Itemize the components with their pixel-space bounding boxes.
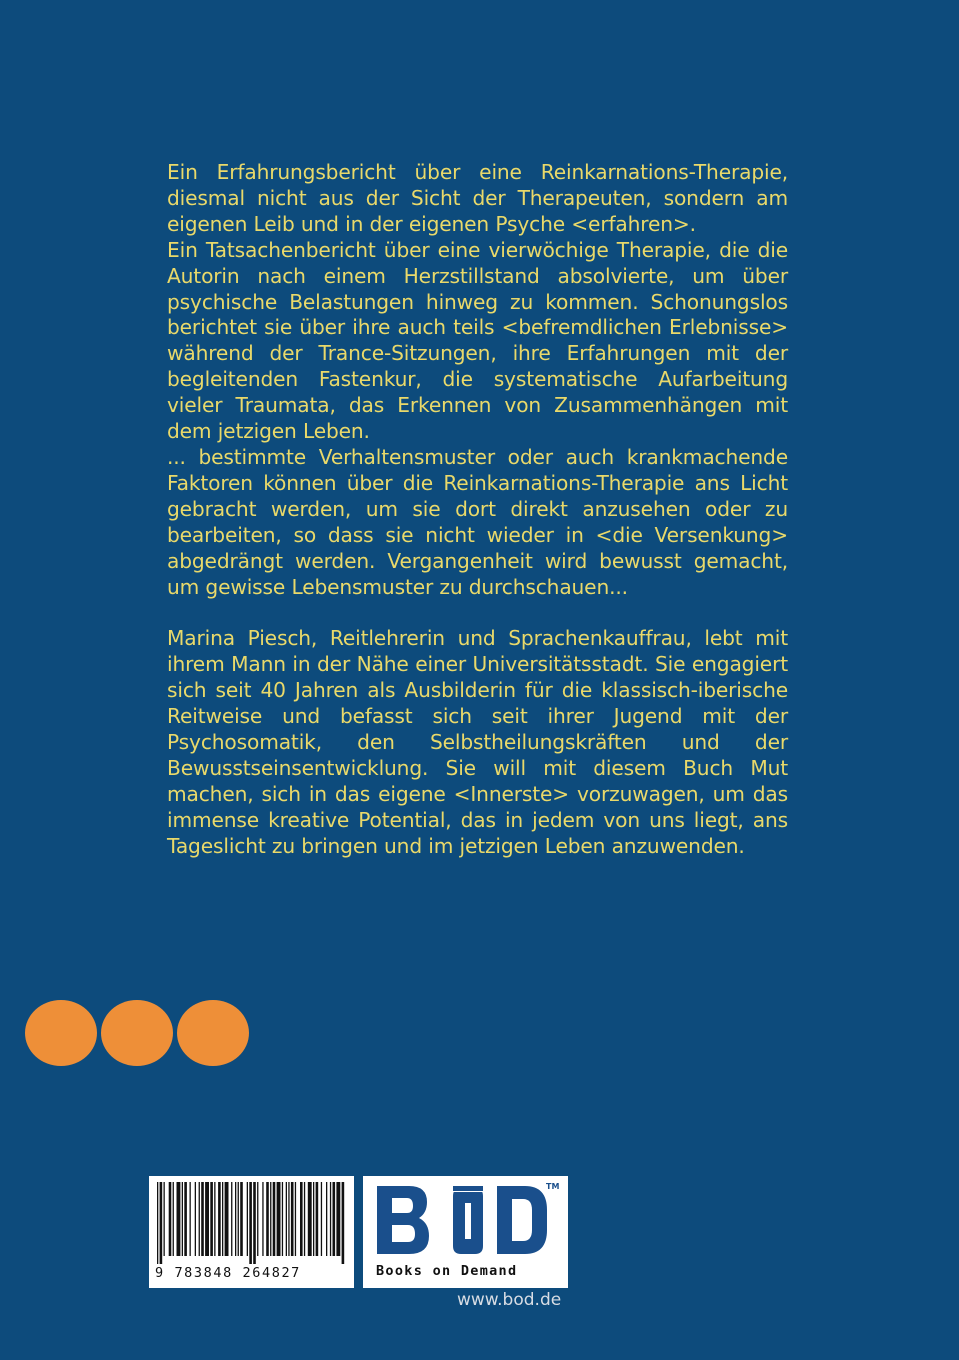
isbn-barcode (149, 1176, 354, 1288)
barcode-bar (270, 1182, 271, 1256)
publisher-tagline: Books on Demand (376, 1263, 518, 1279)
barcode-bar (199, 1182, 200, 1256)
barcode-bar (182, 1182, 183, 1256)
barcode-bar (201, 1182, 204, 1256)
barcode-bar (238, 1182, 239, 1256)
barcode-bar (300, 1182, 303, 1256)
publisher-logo-box (363, 1176, 568, 1288)
barcode-bar (321, 1182, 322, 1256)
barcode-bar (164, 1182, 165, 1256)
barcode-bar (304, 1182, 305, 1256)
barcode-bar (282, 1182, 283, 1256)
barcode-bar (266, 1182, 269, 1256)
barcode-bar (316, 1182, 319, 1256)
barcode-bar (291, 1182, 294, 1256)
barcode-bar (277, 1182, 281, 1256)
barcode-bar (214, 1182, 215, 1256)
bod-logo (375, 1184, 550, 1256)
barcode-bar (184, 1182, 187, 1256)
barcode-bar (173, 1182, 174, 1256)
trademark-symbol: TM (546, 1182, 560, 1191)
barcode-bar (157, 1182, 158, 1264)
barcode-bar (225, 1182, 229, 1256)
barcode-bar (205, 1182, 209, 1256)
barcode-bar (286, 1182, 287, 1256)
barcode-bars (157, 1182, 347, 1264)
barcode-bar (247, 1182, 248, 1256)
barcode-bar (288, 1182, 289, 1256)
orange-dot-3 (177, 1000, 249, 1066)
barcode-bar (313, 1182, 314, 1256)
orange-dot-2 (101, 1000, 173, 1066)
publisher-url: www.bod.de (457, 1290, 562, 1310)
barcode-bar (330, 1182, 331, 1256)
barcode-bar (262, 1182, 263, 1256)
author-bio: Marina Piesch, Reitlehrerin und Sprachenkauffrau, lebt mit ihrem Mann in der Nähe einer Universitätsstadt. Sie engagiert sich seit 40 Jahren als Ausbilderin für die klassisch-iberische Reitweise und befasst sich seit ihrer Jugend mit der Psychosomatik, den Selbstheilungskräften und der Bewusstseinsentwicklung. Sie will mit diesem Buch Mut machen, sich in das eigene <Innerste> vorzuwagen, um das immense kreative Potential, das in jedem von uns liegt, ans Tageslicht zu bringen und im jetzigen Leben anzuwenden. (167, 626, 788, 858)
orange-dot-1 (25, 1000, 97, 1066)
barcode-bar (160, 1182, 163, 1264)
barcode-bar (333, 1182, 336, 1256)
barcode-bar (249, 1182, 252, 1264)
barcode-bar (222, 1182, 223, 1256)
description-paragraph-1: Ein Erfahrungsbericht über eine Reinkarnations-Therapie, diesmal nicht aus der Sicht der Therapeuten, sondern am eigenen Leib und in der eigenen Psyche <erfahren>. (167, 160, 788, 236)
barcode-bar (253, 1182, 256, 1264)
barcode-bar (257, 1182, 258, 1256)
description-paragraph-2: Ein Tatsachenbericht über eine vierwöchige Therapie, die die Autorin nach einem Herzstillstand absolvierte, um über psychische Belastungen hinweg zu kommen. Schonungslos berichtet sie über ihre auch teils <befremdlichen Erlebnisse> während der Trance-Sitzungen, ihre Erfahrungen mit der begleitenden Fastenkur, die systematische Aufarbeitung vieler Traumata, das Erkennen von Zusammenhängen mit dem jetzigen Leben. (167, 237, 788, 444)
barcode-bar (273, 1182, 276, 1256)
barcode-bar (210, 1182, 213, 1256)
barcode-digits: 9 783848 264827 (155, 1265, 301, 1281)
barcode-bar (240, 1182, 243, 1256)
description-paragraph-3: ... bestimmte Verhaltensmuster oder auch krankmachende Faktoren können über die Reinkarnations-Therapie ans Licht gebracht werden, um sie dort direkt anzusehen oder zu bearbeiten, so dass sie nicht wieder in <die Versenkung> abgedrängt werden. Vergangenheit wird bewusst gemacht, um gewisse Lebensmuster zu durchschauen... (167, 444, 788, 599)
barcode-bar (169, 1182, 172, 1256)
barcode-bar (218, 1182, 221, 1256)
barcode-bar (190, 1182, 191, 1256)
back-cover-blurb (167, 160, 788, 859)
barcode-bar (295, 1182, 296, 1256)
barcode-bar (336, 1182, 340, 1256)
barcode-bar (195, 1182, 196, 1256)
barcode-bar (231, 1182, 232, 1256)
barcode-bar (326, 1182, 327, 1256)
barcode-bar (308, 1182, 312, 1256)
barcode-bar (177, 1182, 181, 1256)
barcode-bar (235, 1182, 236, 1256)
barcode-bar (342, 1182, 345, 1264)
